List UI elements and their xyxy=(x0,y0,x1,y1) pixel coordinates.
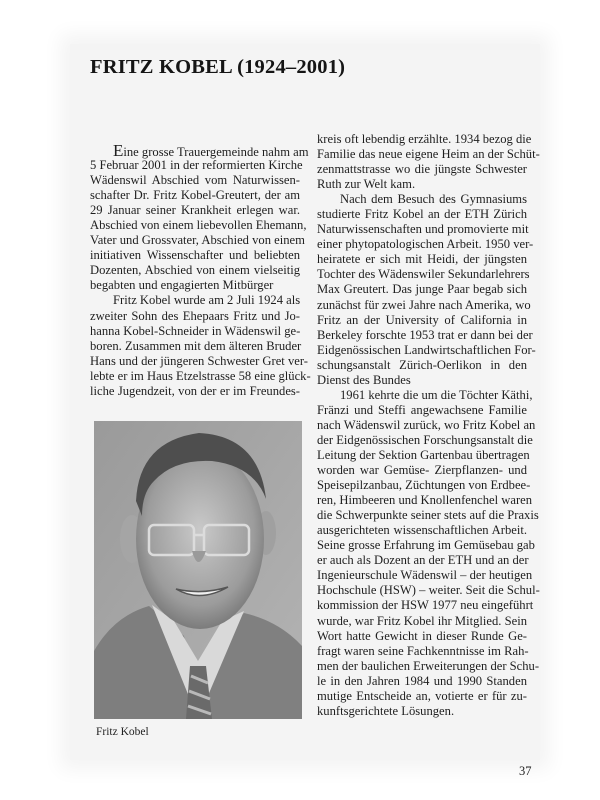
text-line: Leitung der Sektion Gartenbau übertragen xyxy=(317,447,530,462)
paragraph-birth xyxy=(90,293,311,398)
text-line: kreis oft lebendig erzählte. 1934 bezog die xyxy=(317,132,532,146)
text-line: boren. Zusammen mit dem älteren Bruder xyxy=(90,338,302,353)
text-line: Wort hatte Gewicht in dieser Runde Ge- xyxy=(317,628,527,643)
text-line: Wädenswil Abschied vom Naturwissen- xyxy=(90,173,300,188)
text-line: Nach dem Besuch des Gymnasiums xyxy=(340,192,527,207)
text-column-left xyxy=(90,141,311,399)
text-line: Abschied von einem liebevollen Ehemann, xyxy=(90,218,307,233)
text-line: Fritz an der University of California in xyxy=(317,312,527,327)
text-line: der Eidgenössischen Forschungsanstalt die xyxy=(317,432,533,447)
text-line: Fritz Kobel wurde am 2 Juli 1924 als xyxy=(113,293,301,308)
text-line: ausgerichteten wissenschaftlichen Arbeit. xyxy=(317,523,527,538)
text-line: zunächst für zwei Jahre nach Amerika, wo xyxy=(317,297,531,312)
text-line: Tochter des Wädenswiler Sekundarlehrers xyxy=(317,267,530,282)
text-line: Eidgenössischen Landwirtschaftlichen For- xyxy=(317,342,536,357)
text-line: Ruth zur Welt kam. xyxy=(317,177,416,192)
text-line: Seine grosse Erfahrung im Gemüsebau gab xyxy=(317,538,535,553)
text-line: le in den Jahren 1984 und 1990 Standen xyxy=(317,673,527,688)
text-line: kommission der HSW 1977 neu eingeführt xyxy=(317,598,534,613)
paragraph-career xyxy=(317,192,536,388)
text-line: begabten und engagierten Mitbürger xyxy=(90,278,274,293)
text-line: ren, Himbeeren und Knollenfenchel waren xyxy=(317,493,533,508)
text-line: wurde, war Fritz Kobel ihr Mitglied. Sein xyxy=(317,613,527,628)
text-line: zenmattstrasse wo die jüngste Schwester xyxy=(317,162,527,177)
paragraph-intro xyxy=(90,141,309,293)
text-line: initiativen Wissenschafter und beliebten xyxy=(90,248,300,263)
text-line: 29 Januar seiner Krankheit erlegen war. xyxy=(90,203,300,218)
text-line: Ingenieurschule Wädenswil – der heutigen xyxy=(317,568,533,583)
page-number: 37 xyxy=(519,764,532,778)
text-line: zweiter Sohn des Ehepaars Fritz und Jo- xyxy=(90,308,300,323)
text-line: Eine grosse Trauergemeinde nahm am xyxy=(113,141,309,160)
text-line: Naturwissenschaften und promovierte mit xyxy=(317,222,529,237)
text-line: Max Greutert. Das junge Paar begab sich xyxy=(317,282,527,297)
text-line: mutige Entscheide an, votierte er für zu- xyxy=(317,688,527,703)
text-line: Dozenten, Abschied von einem vielseitig xyxy=(90,263,300,278)
text-line: Vater und Grossvater, Abschied von einem xyxy=(90,233,305,248)
portrait-image xyxy=(94,421,302,719)
portrait-photo xyxy=(94,421,302,719)
text-line: lebte er im Haus Etzelstrasse 58 eine glück- xyxy=(90,368,311,383)
text-line: Hochschule (HSW) – weiter. Seit die Schul- xyxy=(317,583,540,598)
text-line: 5 Februar 2001 in der reformierten Kirche xyxy=(90,158,303,173)
text-line: kunftsgerichtete Lösungen. xyxy=(317,703,455,718)
text-line: nach Wädenswil zurück, wo Fritz Kobel an xyxy=(317,417,536,432)
text-column-right xyxy=(317,132,540,719)
text-line: Fränzi und Steffi angewachsene Familie xyxy=(317,402,527,417)
text-line: Speisepilzanbau, Züchtungen von Erdbee- xyxy=(317,478,531,493)
photo-caption: Fritz Kobel xyxy=(96,726,149,738)
text-line: Berkeley forschte 1953 trat er dann bei der xyxy=(317,327,533,342)
paragraph-waedenswil xyxy=(317,387,540,719)
initial-letter: E xyxy=(113,141,124,160)
text-line: Hans und der jüngeren Schwester Gret ver- xyxy=(90,353,308,368)
article-title: FRITZ KOBEL (1924–2001) xyxy=(90,56,346,78)
paragraph-birth-continued xyxy=(317,132,540,192)
text-line: worden war Gemüse- Zierpflanzen- und xyxy=(317,463,527,478)
text-line: hanna Kobel-Schneider in Wädenswil ge- xyxy=(90,323,301,338)
text-line: er auch als Dozent an der ETH und an der xyxy=(317,553,529,568)
text-line: 1961 kehrte die um die Töchter Käthi, xyxy=(340,387,533,402)
text-line: studierte Fritz Kobel an der ETH Zürich xyxy=(317,207,527,222)
text-line: die Schwerpunkte seiner stets auf die Praxis xyxy=(317,508,539,523)
text-line: Familie das neue eigene Heim an der Schüt- xyxy=(317,147,540,162)
text-line: Dienst des Bundes xyxy=(317,372,411,387)
text-line: men der baulichen Erweiterungen der Schu- xyxy=(317,658,540,673)
text-line: liche Jugendzeit, von der er im Freundes- xyxy=(90,383,300,398)
text-line: einer phytopatologischen Arbeit. 1950 ver- xyxy=(317,237,534,252)
text-line: schafter Dr. Fritz Kobel-Greutert, der am xyxy=(90,188,300,203)
text-line: fragt waren seine Fachkenntnisse im Rah- xyxy=(317,643,529,658)
text-line: schungsanstalt Zürich-Oerlikon in den xyxy=(317,357,527,372)
text-line: heiratete er sich mit Heidi, der jüngsten xyxy=(317,252,527,267)
